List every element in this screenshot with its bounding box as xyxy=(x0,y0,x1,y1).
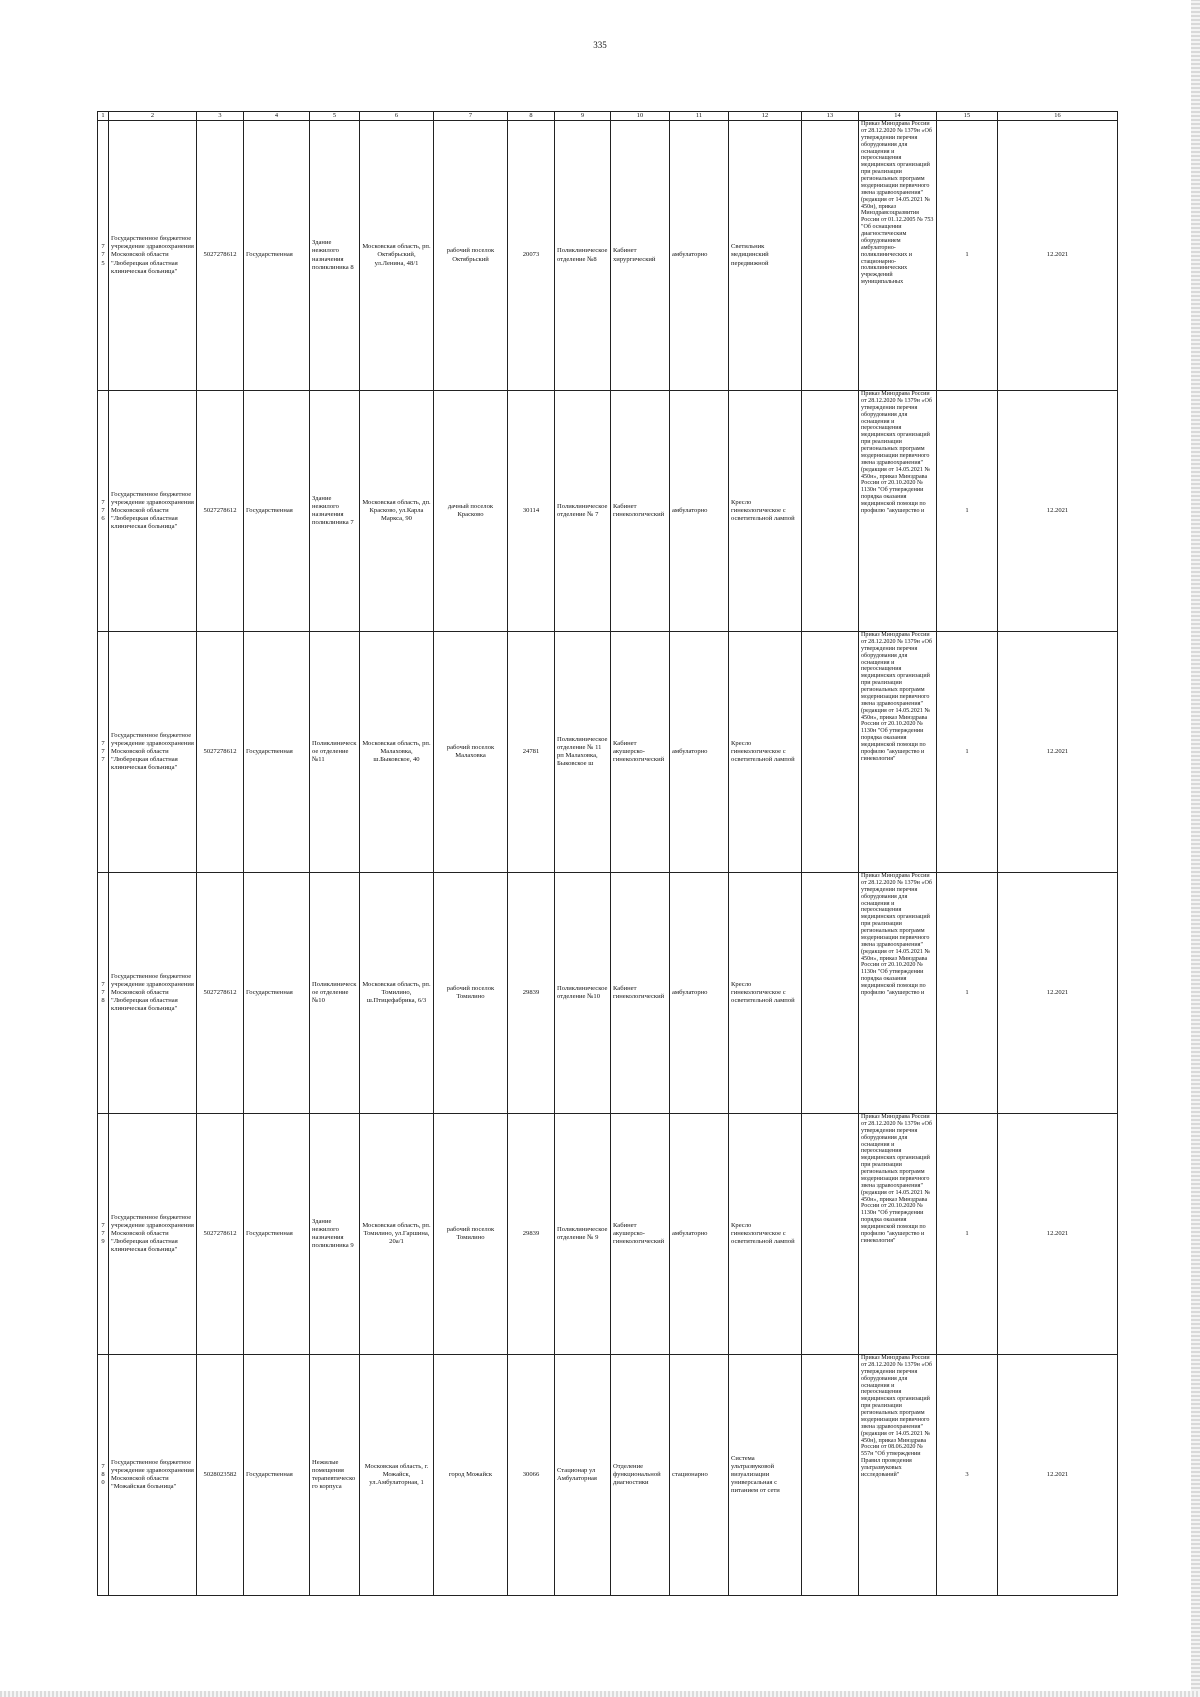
column-number: 9 xyxy=(555,112,611,121)
ownership-cell: Государственная xyxy=(244,121,310,391)
empty-cell xyxy=(802,1114,859,1355)
date-cell: 12.2021 xyxy=(998,873,1118,1114)
building-cell: Поликлиническое отделение №10 xyxy=(310,873,360,1114)
settlement-cell: рабочий поселок Малаховка xyxy=(434,632,508,873)
date-cell: 12.2021 xyxy=(998,1114,1118,1355)
legal-basis-text: Приказ Минздрава России от 28.12.2020 № 1379н «Об утверждении перечня оборудования для оснащения и переоснащения медицинских организаций при реализации региональных программ модернизации первичного звена здравоохранения"(редакция от 14.05.2021 № 450н), приказ Минздрава России от 08.06.2020 № 557н "Об утверждении Правил проведения ультразвуковых исследований" xyxy=(861,1355,932,1478)
column-number: 7 xyxy=(434,112,508,121)
column-number: 2 xyxy=(109,112,197,121)
equipment-cell: Кресло гинекологическое с осветительной лампой xyxy=(729,391,802,632)
table-row xyxy=(98,873,1118,1114)
column-number: 4 xyxy=(244,112,310,121)
institution-cell: Государственное бюджетное учреждение здравоохранения Московской области "Люберецкая областная клиническая больница" xyxy=(109,873,197,1114)
legal-basis-text: Приказ Минздрава России от 28.12.2020 № 1379н «Об утверждении перечня оборудования для оснащения и переоснащения медицинских организаций при реализации региональных программ модернизации первичного звена здравоохранения"(редакция от 14.05.2021 № 450н», приказ Минздрава России от 20.10.2020 № 1130н "Об утверждении порядка оказания медицинской помощи по профилю "акушерство и гинекология" xyxy=(861,1114,932,1244)
institution-cell: Государственное бюджетное учреждение здравоохранения Московской области "Люберецкая областная клиническая больница" xyxy=(109,632,197,873)
legal-basis-text: Приказ Минздрава России от 28.12.2020 № 1379н «Об утверждении перечня оборудования для оснащения и переоснащения медицинских организаций при реализации региональных программ модернизации первичного звена здравоохранения"(редакция от 14.05.2021 № 450н), приказ Минздравсоцразвития России от 01.12.2005 № 753 "Об оснащении диагностическим оборудованием амбулаторно-поликлинических и стационарно-поликлинических учреждений муниципальных xyxy=(861,121,934,286)
quantity-cell: 1 xyxy=(937,1114,998,1355)
inn-cell: 5027278612 xyxy=(197,121,244,391)
building-cell: Поликлиническое отделение №11 xyxy=(310,632,360,873)
equipment-cell: Система ультразвуковой визуализации универсальная с питанием от сети xyxy=(729,1355,802,1596)
settlement-cell: рабочий поселок Томилино xyxy=(434,1114,508,1355)
equipment-table xyxy=(97,111,1118,1596)
inn-cell: 5027278612 xyxy=(197,1114,244,1355)
ownership-cell: Государственная xyxy=(244,873,310,1114)
legal-basis-cell xyxy=(859,391,937,632)
quantity-cell: 1 xyxy=(937,391,998,632)
address-cell: Московская область, рп. Малаховка, ш.Быковское, 40 xyxy=(360,632,434,873)
table-row xyxy=(98,1114,1118,1355)
column-number: 16 xyxy=(998,112,1118,121)
column-number: 14 xyxy=(859,112,937,121)
date-cell: 12.2021 xyxy=(998,121,1118,391)
column-number: 5 xyxy=(310,112,360,121)
column-number: 8 xyxy=(508,112,555,121)
population-cell: 29839 xyxy=(508,873,555,1114)
population-cell: 30114 xyxy=(508,391,555,632)
care-type-cell: амбулаторно xyxy=(670,391,729,632)
room-cell: Кабинет акушерско-гинекологический xyxy=(611,632,670,873)
empty-cell xyxy=(802,1355,859,1596)
address-cell: Московская область, дп. Красково, ул.Карла Маркса, 90 xyxy=(360,391,434,632)
column-number: 1 xyxy=(98,112,109,121)
address-cell: Московская область, рп. Томилино, ш.Птицефабрика, 6/3 xyxy=(360,873,434,1114)
equipment-cell: Светильник медицинский передвижной xyxy=(729,121,802,391)
care-type-cell: стационарно xyxy=(670,1355,729,1596)
care-type-cell: амбулаторно xyxy=(670,1114,729,1355)
column-number: 13 xyxy=(802,112,859,121)
equipment-cell: Кресло гинекологическое с осветительной лампой xyxy=(729,1114,802,1355)
settlement-cell: дачный поселок Красково xyxy=(434,391,508,632)
legal-basis-cell xyxy=(859,1355,937,1596)
date-cell: 12.2021 xyxy=(998,1355,1118,1596)
inn-cell: 5027278612 xyxy=(197,873,244,1114)
table-row xyxy=(98,121,1118,391)
department-cell: Поликлиническое отделение № 9 xyxy=(555,1114,611,1355)
legal-basis-cell xyxy=(859,1114,937,1355)
department-cell: Поликлиническое отделение №10 xyxy=(555,873,611,1114)
equipment-cell: Кресло гинекологическое с осветительной лампой xyxy=(729,873,802,1114)
institution-cell: Государственное бюджетное учреждение здравоохранения Московской области "Люберецкая областная клиническая больница" xyxy=(109,391,197,632)
department-cell: Поликлиническое отделение № 7 xyxy=(555,391,611,632)
legal-basis-text: Приказ Минздрава России от 28.12.2020 № 1379н «Об утверждении перечня оборудования для оснащения и переоснащения медицинских организаций при реализации региональных программ модернизации первичного звена здравоохранения"(редакция от 14.05.2021 № 450н», приказ Минздрава России от 20.10.2020 № 1130н "Об утверждении порядка оказания медицинской помощи по профилю "акушерство и xyxy=(861,391,932,514)
building-cell: Нежилые помещения терапевтического корпуса xyxy=(310,1355,360,1596)
row-number: 780 xyxy=(98,1355,109,1596)
column-number: 10 xyxy=(611,112,670,121)
room-cell: Кабинет гинекологический xyxy=(611,391,670,632)
inn-cell: 5028023582 xyxy=(197,1355,244,1596)
row-number: 775 xyxy=(98,121,109,391)
page-number: 335 xyxy=(593,40,607,50)
column-number: 15 xyxy=(937,112,998,121)
care-type-cell: амбулаторно xyxy=(670,121,729,391)
table-row xyxy=(98,391,1118,632)
column-number-row xyxy=(98,112,1118,121)
care-type-cell: амбулаторно xyxy=(670,632,729,873)
building-cell: Здание нежилого назначения поликлиника 9 xyxy=(310,1114,360,1355)
legal-basis-cell xyxy=(859,632,937,873)
scan-edge-strip xyxy=(1191,0,1200,1697)
legal-basis-text: Приказ Минздрава России от 28.12.2020 № 1379н «Об утверждении перечня оборудования для оснащения и переоснащения медицинских организаций при реализации региональных программ модернизации первичного звена здравоохранения"(редакция от 14.05.2021 № 450н», приказ Минздрава России от 20.10.2020 № 1130н "Об утверждении порядка оказания медицинской помощи по профилю "акушерство и гинекология" xyxy=(861,632,932,762)
room-cell: Кабинет акушерско-гинекологический xyxy=(611,1114,670,1355)
date-cell: 12.2021 xyxy=(998,632,1118,873)
legal-basis-cell xyxy=(859,121,937,391)
settlement-cell: рабочий поселок Октябрьский xyxy=(434,121,508,391)
population-cell: 20073 xyxy=(508,121,555,391)
room-cell: Отделение функциональной диагностики xyxy=(611,1355,670,1596)
empty-cell xyxy=(802,632,859,873)
institution-cell: Государственное бюджетное учреждение здравоохранения Московской области "Люберецкая областная клиническая больница" xyxy=(109,1114,197,1355)
building-cell: Здание нежилого назначения поликлиника 8 xyxy=(310,121,360,391)
ownership-cell: Государственная xyxy=(244,1114,310,1355)
column-number: 11 xyxy=(670,112,729,121)
ownership-cell: Государственная xyxy=(244,391,310,632)
date-cell: 12.2021 xyxy=(998,391,1118,632)
address-cell: Московская область, рп. Томилино, ул.Гаршина, 20а/1 xyxy=(360,1114,434,1355)
legal-basis-text: Приказ Минздрава России от 28.12.2020 № 1379н «Об утверждении перечня оборудования для оснащения и переоснащения медицинских организаций при реализации региональных программ модернизации первичного звена здравоохранения"(редакция от 14.05.2021 № 450н», приказ Минздрава России от 20.10.2020 № 1130н "Об утверждении порядка оказания медицинской помощи по профилю "акушерство и xyxy=(861,873,932,996)
row-number: 776 xyxy=(98,391,109,632)
population-cell: 30066 xyxy=(508,1355,555,1596)
legal-basis-cell xyxy=(859,873,937,1114)
department-cell: Поликлиническое отделение №8 xyxy=(555,121,611,391)
ownership-cell: Государственная xyxy=(244,1355,310,1596)
quantity-cell: 1 xyxy=(937,632,998,873)
inn-cell: 5027278612 xyxy=(197,391,244,632)
room-cell: Кабинет хирургический xyxy=(611,121,670,391)
column-number: 12 xyxy=(729,112,802,121)
population-cell: 29839 xyxy=(508,1114,555,1355)
settlement-cell: рабочий поселок Томилино xyxy=(434,873,508,1114)
building-cell: Здание нежилого назначения поликлиника 7 xyxy=(310,391,360,632)
institution-cell: Государственное бюджетное учреждение здравоохранения Московской области "Люберецкая областная клиническая больница" xyxy=(109,121,197,391)
scan-bottom-strip xyxy=(0,1691,1200,1697)
address-cell: Московская область, г. Можайск, ул.Амбулаторная, 1 xyxy=(360,1355,434,1596)
table-row xyxy=(98,1355,1118,1596)
row-number: 778 xyxy=(98,873,109,1114)
quantity-cell: 1 xyxy=(937,873,998,1114)
column-number: 3 xyxy=(197,112,244,121)
empty-cell xyxy=(802,391,859,632)
ownership-cell: Государственная xyxy=(244,632,310,873)
room-cell: Кабинет гинекологический xyxy=(611,873,670,1114)
table-row xyxy=(98,632,1118,873)
column-number: 6 xyxy=(360,112,434,121)
population-cell: 24781 xyxy=(508,632,555,873)
quantity-cell: 3 xyxy=(937,1355,998,1596)
row-number: 779 xyxy=(98,1114,109,1355)
address-cell: Московская область, рп. Октябрьский, ул.Ленина, 48/1 xyxy=(360,121,434,391)
quantity-cell: 1 xyxy=(937,121,998,391)
empty-cell xyxy=(802,121,859,391)
inn-cell: 5027278612 xyxy=(197,632,244,873)
empty-cell xyxy=(802,873,859,1114)
row-number: 777 xyxy=(98,632,109,873)
department-cell: Стационар ул Амбулаторная xyxy=(555,1355,611,1596)
care-type-cell: амбулаторно xyxy=(670,873,729,1114)
settlement-cell: город Можайск xyxy=(434,1355,508,1596)
department-cell: Поликлиническое отделение № 11 рп Малаховка, Быковское ш xyxy=(555,632,611,873)
equipment-cell: Кресло гинекологическое с осветительной лампой xyxy=(729,632,802,873)
institution-cell: Государственное бюджетное учреждение здравоохранения Московской области "Можайская больница" xyxy=(109,1355,197,1596)
